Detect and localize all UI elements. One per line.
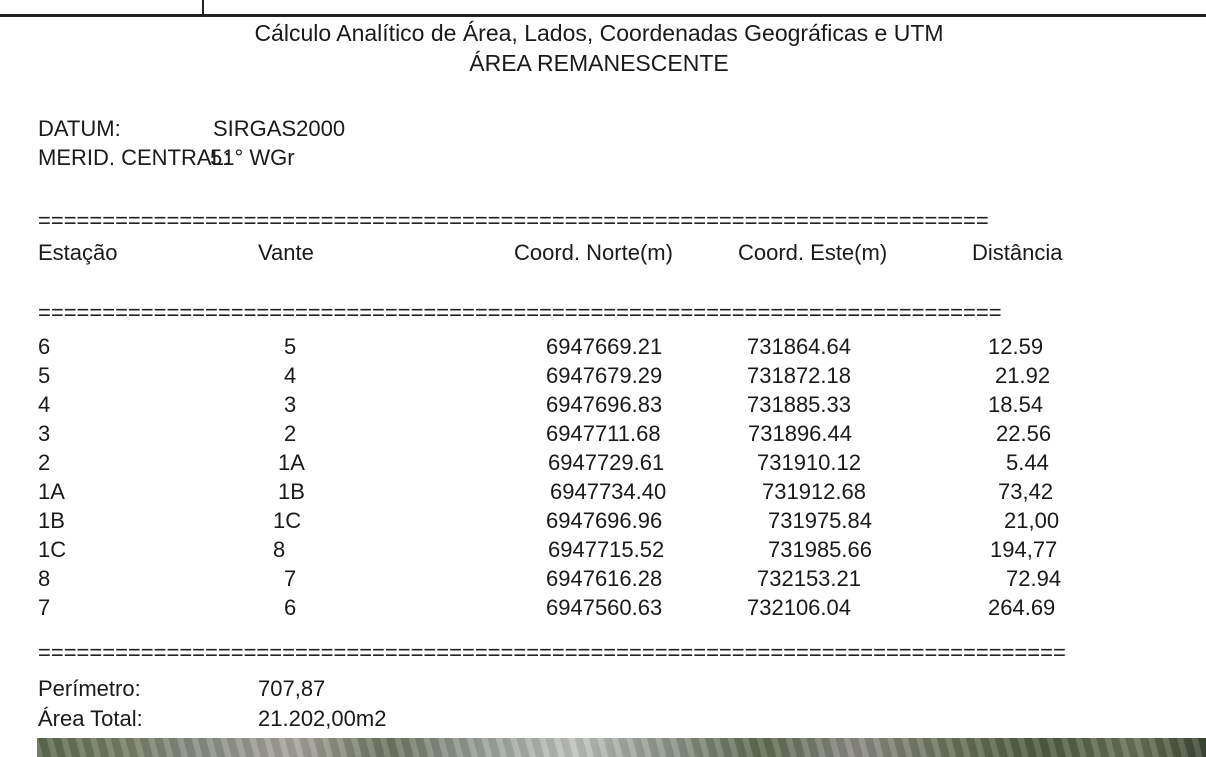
cell-norte: 6947679.29 xyxy=(546,363,663,388)
cell-este: 732106.04 xyxy=(747,595,851,620)
cell-distancia: 194,77 xyxy=(990,537,1058,562)
cell-vante: 1C xyxy=(273,508,302,533)
satellite-image-strip xyxy=(37,738,1206,757)
cell-distancia: 12.59 xyxy=(988,334,1044,359)
cell-este: 731912.68 xyxy=(762,479,866,504)
area-total-label: Área Total: xyxy=(38,706,143,731)
cell-estacao: 4 xyxy=(38,392,51,417)
cell-vante: 2 xyxy=(284,421,297,446)
cell-este: 731885.33 xyxy=(747,392,851,417)
datum-label: DATUM: xyxy=(38,116,121,141)
cell-este: 731975.84 xyxy=(768,508,872,533)
cell-distancia: 264.69 xyxy=(988,595,1056,620)
cell-este: 732153.21 xyxy=(757,566,861,591)
cell-vante: 5 xyxy=(284,334,297,359)
cell-vante: 4 xyxy=(284,363,297,388)
cell-norte: 6947669.21 xyxy=(546,334,663,359)
cell-distancia: 21.92 xyxy=(995,363,1051,388)
cell-norte: 6947696.83 xyxy=(546,392,663,417)
cell-distancia: 73,42 xyxy=(998,479,1054,504)
cell-este: 731910.12 xyxy=(757,450,861,475)
table-row xyxy=(0,392,1206,421)
cell-este: 731985.66 xyxy=(768,537,872,562)
cell-norte: 6947616.28 xyxy=(546,566,663,591)
table-row xyxy=(0,566,1206,595)
cell-distancia: 5.44 xyxy=(1006,450,1049,475)
merid-central-label: MERID. CENTRAL: xyxy=(38,145,230,170)
cell-vante: 1B xyxy=(278,479,305,504)
header-coord-norte: Coord. Norte(m) xyxy=(514,240,673,265)
cell-estacao: 3 xyxy=(38,421,51,446)
header-estacao: Estação xyxy=(38,240,118,265)
perimetro-label: Perímetro: xyxy=(38,676,141,701)
cell-distancia: 72.94 xyxy=(1006,566,1062,591)
document-title: Cálculo Analítico de Área, Lados, Coordenadas Geográficas e UTM xyxy=(254,20,944,46)
table-row xyxy=(0,479,1206,508)
header-distancia: Distância xyxy=(972,240,1063,265)
cell-este: 731896.44 xyxy=(748,421,852,446)
cell-estacao: 6 xyxy=(38,334,51,359)
cell-estacao: 8 xyxy=(38,566,51,591)
table-row xyxy=(0,537,1206,566)
separator-bottom: ================================================================================ xyxy=(38,640,1066,665)
cell-norte: 6947729.61 xyxy=(548,450,665,475)
top-border-tick xyxy=(202,0,204,16)
cell-estacao: 1C xyxy=(38,537,67,562)
perimetro-value: 707,87 xyxy=(258,676,326,701)
cell-estacao: 2 xyxy=(38,450,51,475)
table-row xyxy=(0,334,1206,363)
cell-vante: 1A xyxy=(278,450,305,475)
table-row xyxy=(0,421,1206,450)
cell-vante: 3 xyxy=(284,392,297,417)
datum-value: SIRGAS2000 xyxy=(213,116,346,141)
area-total-value: 21.202,00m2 xyxy=(258,706,387,731)
header-coord-este: Coord. Este(m) xyxy=(738,240,888,265)
cell-estacao: 1A xyxy=(38,479,65,504)
cell-vante: 6 xyxy=(284,595,297,620)
cell-este: 731872.18 xyxy=(747,363,851,388)
cell-norte: 6947734.40 xyxy=(550,479,667,504)
cell-distancia: 18.54 xyxy=(988,392,1044,417)
cell-vante: 7 xyxy=(284,566,297,591)
cell-norte: 6947560.63 xyxy=(546,595,663,620)
document-subtitle: ÁREA REMANESCENTE xyxy=(469,50,729,76)
table-row xyxy=(0,450,1206,479)
cell-vante: 8 xyxy=(273,537,286,562)
cell-estacao: 5 xyxy=(38,363,51,388)
cell-norte: 6947715.52 xyxy=(548,537,665,562)
cell-estacao: 7 xyxy=(38,595,51,620)
table-row xyxy=(0,595,1206,624)
top-border-line xyxy=(0,14,1206,17)
cell-norte: 6947696.96 xyxy=(546,508,663,533)
separator-middle: =========================================================================== xyxy=(38,300,1002,325)
cell-este: 731864.64 xyxy=(747,334,851,359)
cell-norte: 6947711.68 xyxy=(546,421,661,446)
merid-central-value: 51° WGr xyxy=(210,145,295,170)
cell-distancia: 22.56 xyxy=(996,421,1052,446)
table-row xyxy=(0,363,1206,392)
header-vante: Vante xyxy=(258,240,314,265)
separator-top: ========================================================================== xyxy=(38,208,989,233)
cell-estacao: 1B xyxy=(38,508,65,533)
cell-distancia: 21,00 xyxy=(1004,508,1060,533)
table-row xyxy=(0,508,1206,537)
